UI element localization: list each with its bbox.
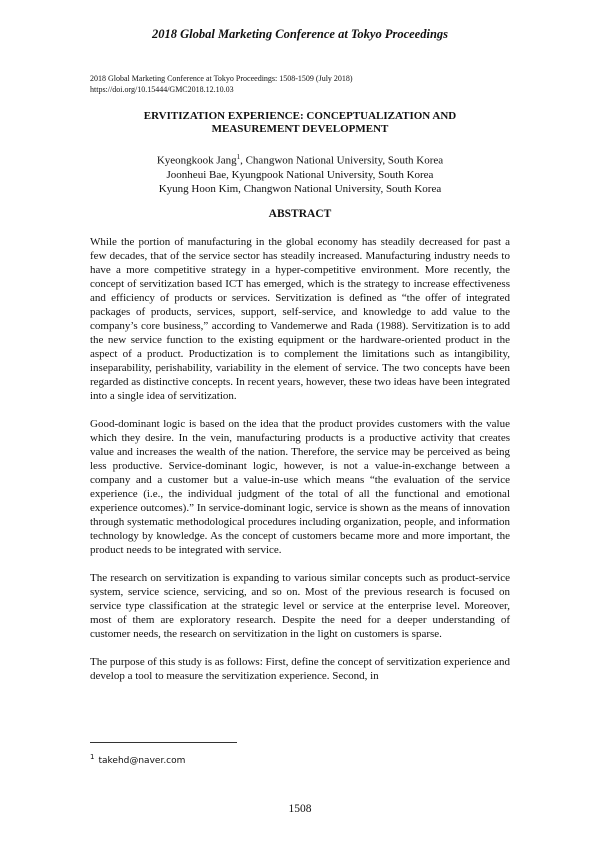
- page-number: 1508: [288, 803, 312, 815]
- citation-line: 2018 Global Marketing Conference at Tokyo Proceedings: 1508-1509 (July 2018): [90, 74, 353, 83]
- doi-link[interactable]: https://doi.org/10.15444/GMC2018.12.10.03: [90, 85, 234, 94]
- paragraph: Good-dominant logic is based on the idea that the product provides customers with the value which they desire. In the vein, manufacturing products is a productive activity that creates value and increases the wealth of the nation. Therefore, the service may be perceived as being less productive. Service-dominant logic, however, is not a value-in-exchange between a company and a customer but a value-in-use which means “the evaluation of the service experience (i.e., the individual judgment of the total of all the functional and emotional experience outcomes).” In service-dominant logic, service is shown as the means of innovation through systematic methodological procedures including organization, people, and information technology by knowledge. As the concept of customers became more and more important, the product needs to be integrated with service.: [90, 418, 510, 556]
- paragraph: While the portion of manufacturing in the global economy has steadily decreased for past a few decades, that of the service sector has steadily increased. Manufacturing industry needs to have a more competitive strategy in a hyper-competitive environment. More recently, the concept of servitization based ICT has emerged, which is the strategy to increase effectiveness and efficiency of products or services. Servitization is defined as “the offer of integrated packages of products, services, support, self-service, and knowledge to add value to the company’s core business,” according to Vandemerwe and Rada (1988). Servitization is to add the new service function to the existing equipment or the hardware-oriented product in the aspect of a product. Productization is to complement the limitations such as intangibility, inseparability, perishability, variability in the element of service. The two concepts have been regarded as distinctive concepts. In recent years, however, these two ideas have been integrated into a single idea of servitization.: [90, 236, 510, 402]
- title-line-1: ERVITIZATION EXPERIENCE: CONCEPTUALIZATION AND: [143, 110, 457, 122]
- footnote-mark: 1: [90, 753, 95, 761]
- author-1: [90, 150, 510, 168]
- footnote-divider: [90, 742, 237, 743]
- author-list: [90, 150, 510, 196]
- footnote-email[interactable]: takehd@naver.com: [98, 756, 186, 766]
- author-2: Joonheui Bae, Kyungpook National University, South Korea: [166, 168, 434, 181]
- title-line-2: MEASUREMENT DEVELOPMENT: [211, 123, 389, 135]
- running-header: 2018 Global Marketing Conference at Tokyo Proceedings: [151, 27, 449, 41]
- author-1-affiliation: , Changwon National University, South Korea: [240, 154, 444, 167]
- footnote: [90, 753, 185, 766]
- paragraph: The purpose of this study is as follows: First, define the concept of servitization experience and develop a tool to measure the servitization experience. Second, in: [90, 656, 510, 682]
- footnote-marker: 1: [236, 153, 241, 161]
- author-3: Kyung Hoon Kim, Changwon National University, South Korea: [158, 182, 442, 195]
- paper-title: [90, 110, 510, 136]
- abstract-body: [90, 235, 510, 697]
- author-1-name: Kyeongkook Jang: [156, 154, 237, 167]
- paragraph: The research on servitization is expanding to various similar concepts such as product-service system, service science, servicing, and so on. Most of the previous research is focused on service type classification at the strategic level or service at the enterprise level. Moreover, most of them are exploratory research. Despite the need for a deeper understanding of customer needs, the research on servitization in the light on customers is sparse.: [90, 572, 510, 640]
- abstract-heading: ABSTRACT: [268, 208, 332, 220]
- citation-block: [90, 73, 510, 95]
